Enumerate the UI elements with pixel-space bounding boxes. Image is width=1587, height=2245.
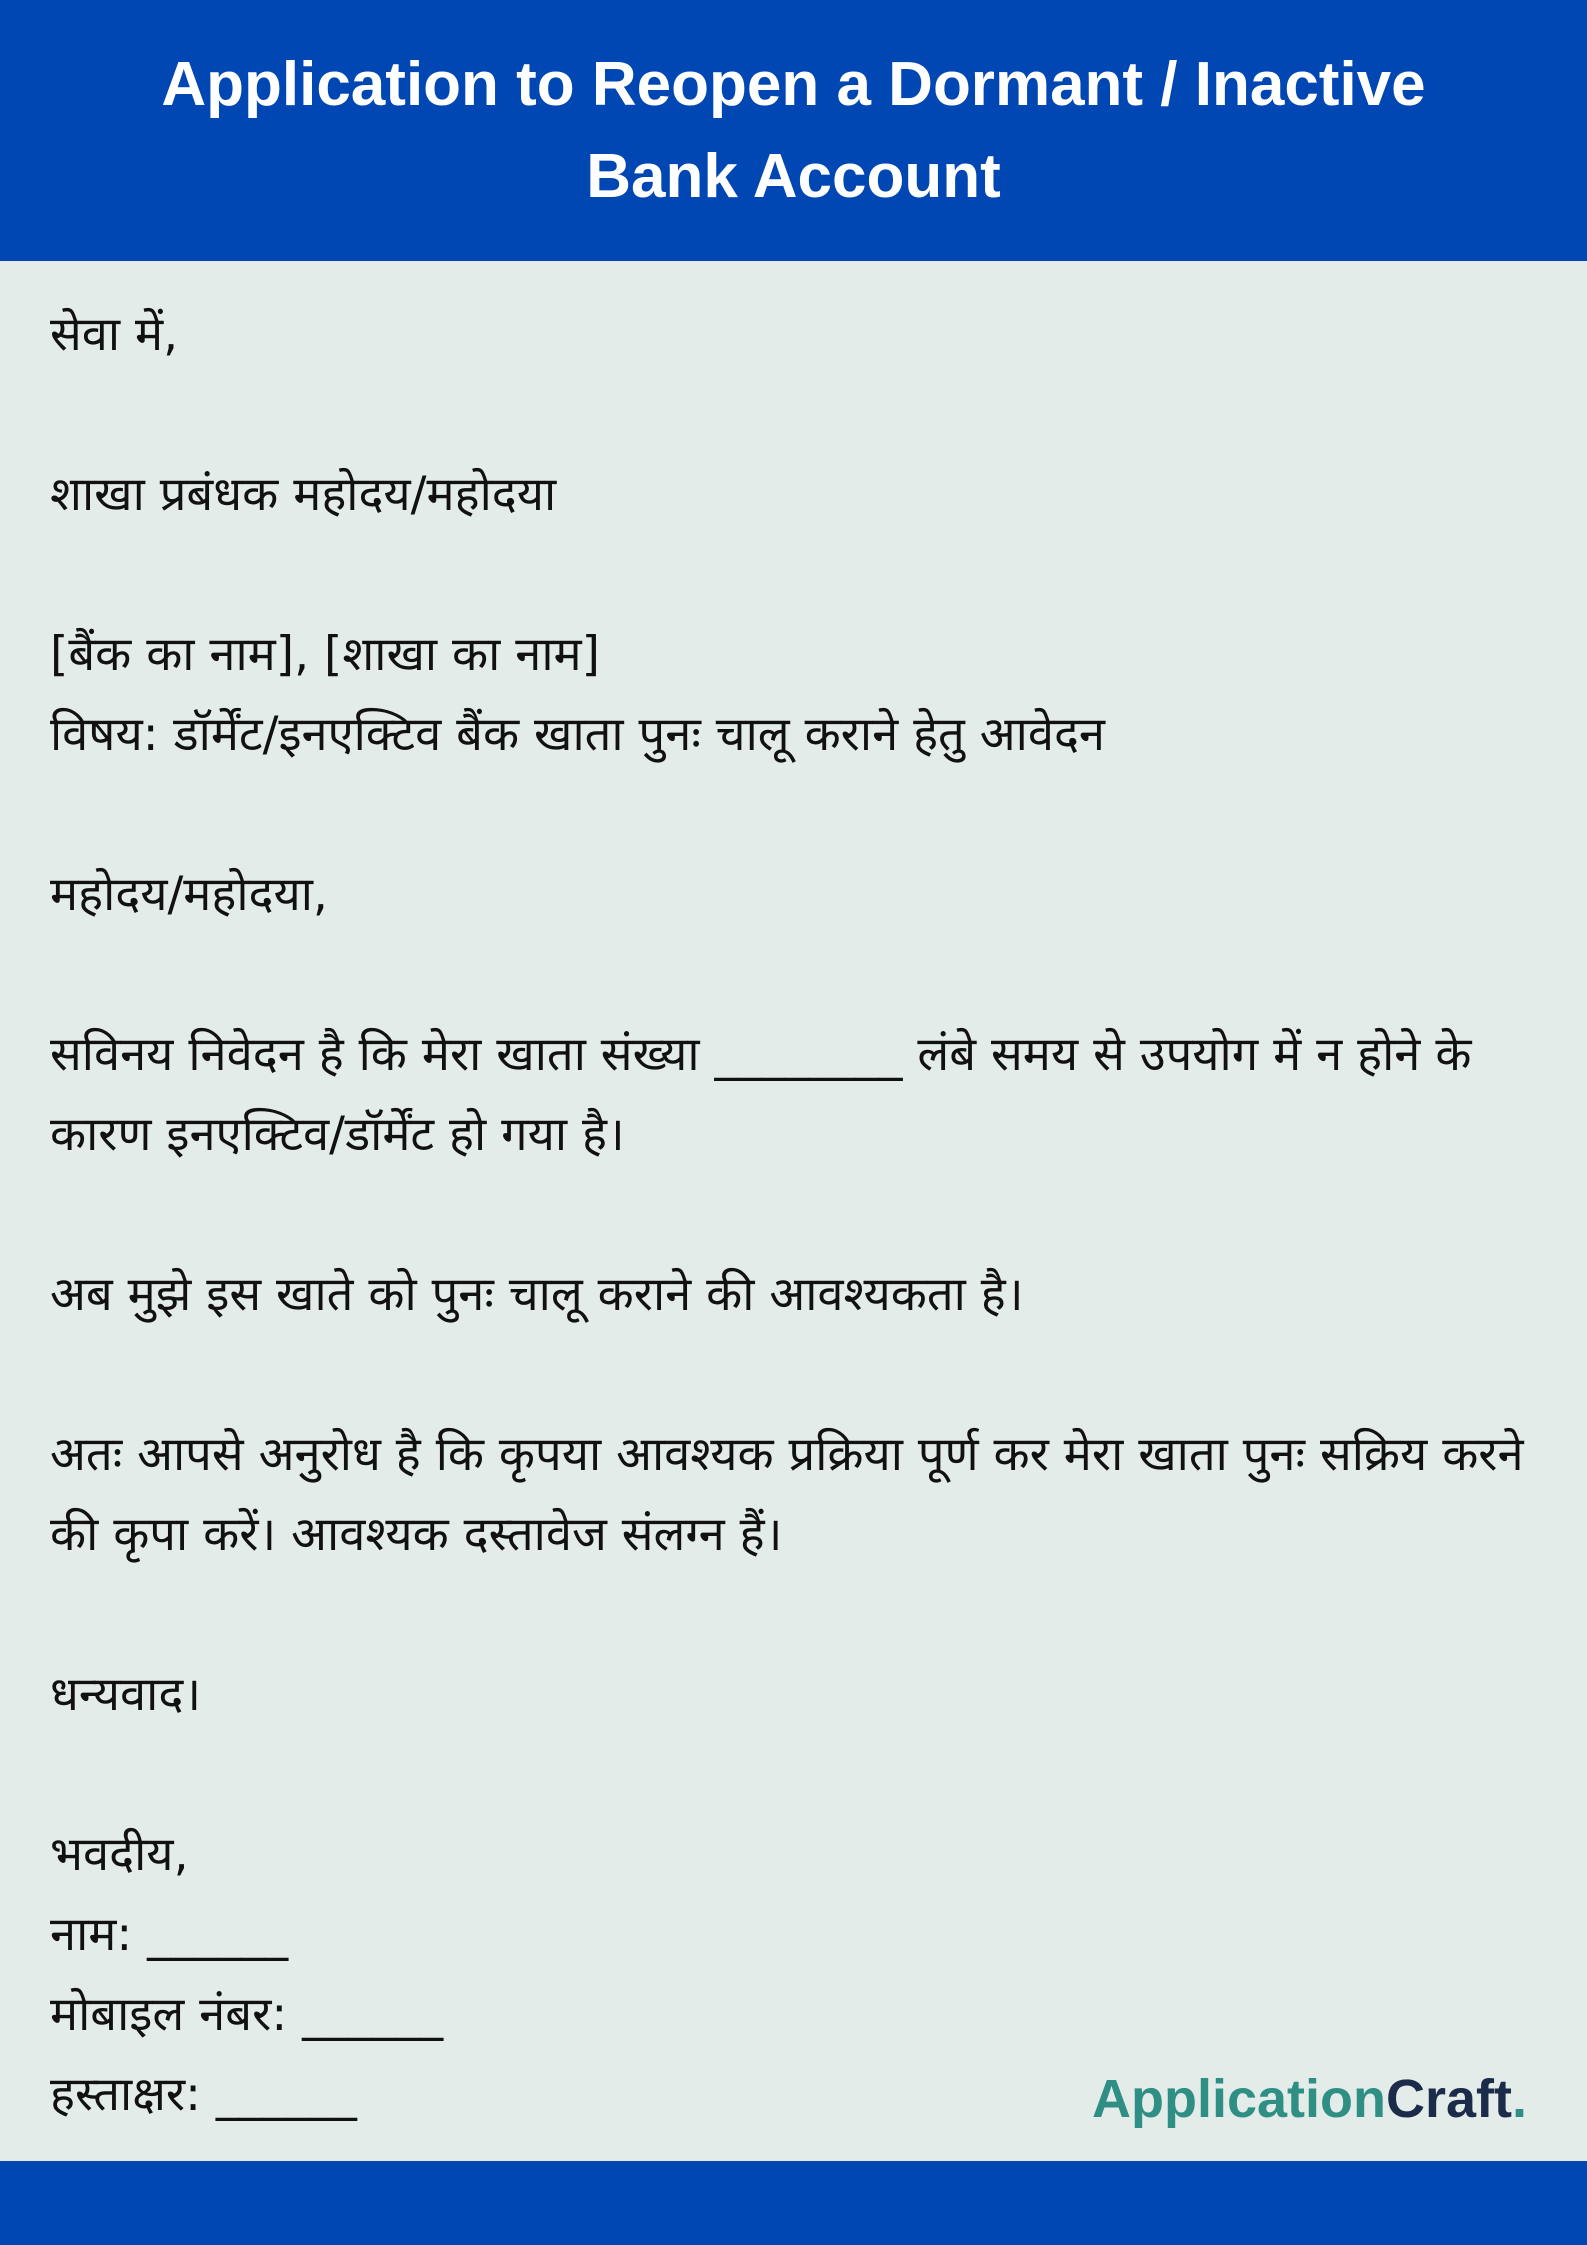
brand-logo-dot: . [1512, 2069, 1528, 2129]
mobile-line: मोबाइल नंबर: ______ [50, 1987, 444, 2042]
page-title: Application to Reopen a Dormant / Inactive Bank Account [161, 49, 1426, 211]
subject: विषय: डॉर्मेंट/इनएक्टिव बैंक खाता पुनः चालू कराने हेतु आवेदन [50, 707, 1105, 762]
recipient: शाखा प्रबंधक महोदय/महोदया [50, 467, 557, 522]
brand-logo-part2: Craft [1386, 2069, 1513, 2129]
footer-bar [0, 2161, 1587, 2245]
paragraph-3: अतः आपसे अनुरोध है कि कृपया आवश्यक प्रक्रिया पूर्ण कर मेरा खाता पुनः सक्रिय करने की कृपा करें। आवश्यक दस्तावेज संलग्न हैं। [50, 1427, 1524, 1562]
paragraph-1: सविनय निवेदन है कि मेरा खाता संख्या ________ लंबे समय से उपयोग में न होने के कारण इनएक्टिव/डॉर्मेंट हो गया है। [50, 1027, 1472, 1162]
salutation-to: सेवा में, [50, 307, 179, 362]
closing: भवदीय, [50, 1827, 189, 1882]
name-line: नाम: ______ [50, 1907, 289, 1962]
paragraph-2: अब मुझे इस खाते को पुनः चालू कराने की आवश्यकता है। [50, 1267, 1024, 1322]
brand-logo [1092, 2064, 1527, 2134]
bank-branch: [बैंक का नाम], [शाखा का नाम] [50, 627, 600, 682]
brand-logo-part1: Application [1092, 2069, 1386, 2129]
thanks: धन्यवाद। [50, 1667, 202, 1722]
header-banner [0, 0, 1587, 261]
greeting: महोदय/महोदया, [50, 867, 328, 922]
signature-line: हस्ताक्षर: ______ [50, 2067, 357, 2122]
letter-body [50, 295, 1540, 2135]
